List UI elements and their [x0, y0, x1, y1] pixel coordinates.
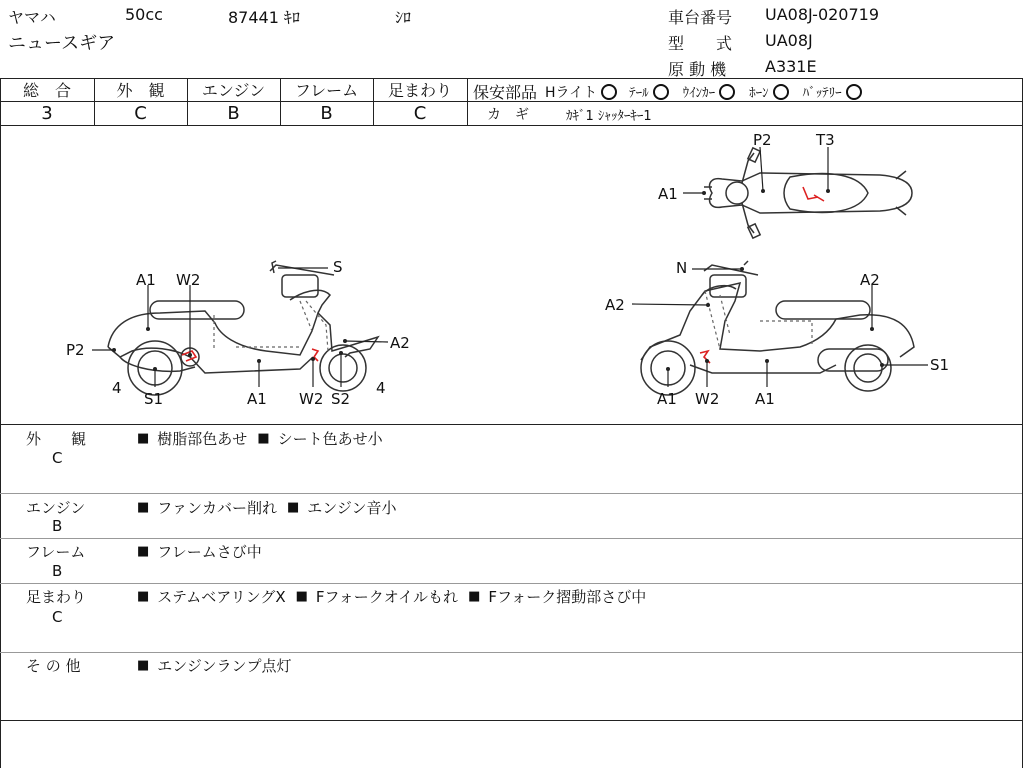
note-frame-grade: B	[52, 562, 63, 580]
note-item: ファンカバー削れ	[157, 499, 277, 517]
bullet-square-icon: ■	[287, 500, 300, 515]
grid-line	[1022, 78, 1023, 768]
label-right-w2: W2	[695, 390, 720, 408]
safety-label: 保安部品	[473, 83, 538, 102]
safety-item-horn: ﾎｰﾝ	[749, 82, 789, 101]
overall-grade: 3	[41, 102, 53, 124]
note-item: Fフォークオイルもれ	[315, 588, 459, 606]
safety-item-headlight: Hライト	[545, 82, 617, 102]
row-divider	[0, 583, 1022, 584]
note-engine-label: エンジン	[26, 499, 86, 517]
label-left-s: S	[333, 258, 343, 276]
label-left-a1b: A1	[247, 390, 267, 408]
bullet-square-icon: ■	[137, 500, 150, 515]
note-exterior-label: 外 観	[26, 430, 87, 448]
engine-label: 原 動 機	[668, 60, 727, 79]
suspension-grade: C	[413, 102, 427, 124]
body-color: ｼﾛ	[395, 8, 412, 27]
note-item: ステムベアリングX	[157, 588, 286, 606]
note-item: 樹脂部色あせ	[157, 430, 248, 448]
frame-grade: B	[320, 102, 333, 124]
frame-no: UA08J-020719	[765, 5, 880, 24]
note-engine-grade: B	[52, 517, 63, 535]
label-right-n: N	[676, 259, 688, 277]
row-divider	[0, 652, 1022, 653]
grid-line	[0, 424, 1022, 425]
damage-diagram	[0, 125, 1022, 424]
maker: ヤマハ	[8, 8, 56, 27]
ok-circle-icon	[773, 84, 789, 100]
grid-line	[467, 78, 468, 125]
bullet-square-icon: ■	[137, 431, 150, 446]
label-left-w2b: W2	[299, 390, 324, 408]
ok-circle-icon	[653, 84, 669, 100]
mileage: 87441 ｷﾛ	[228, 8, 300, 27]
label-top-t3: T3	[816, 131, 835, 149]
safety-item-tail: ﾃｰﾙ	[629, 82, 669, 101]
bullet-square-icon: ■	[137, 589, 150, 604]
key-label: カ ギ	[487, 107, 529, 123]
overall-label: 総 合	[22, 81, 71, 100]
ok-circle-icon	[601, 84, 617, 100]
note-item: シート色あせ小	[277, 430, 383, 448]
type-label: 型 式	[668, 34, 733, 53]
engine-value: A331E	[765, 57, 817, 76]
exterior-grade: C	[134, 102, 147, 124]
note-engine-items	[137, 497, 407, 518]
note-suspension-label: 足まわり	[26, 588, 87, 606]
safety-item-winker: ｳｲﾝｶｰ	[683, 82, 736, 101]
label-right-a2: A2	[605, 296, 625, 314]
label-left-4b: 4	[376, 379, 386, 397]
note-item: エンジン音小	[307, 499, 397, 517]
suspension-grade-label: 足まわり	[387, 81, 452, 100]
safety-parts	[473, 80, 862, 103]
note-frame-label: フレーム	[26, 543, 86, 561]
label-left-4a: 4	[112, 379, 122, 397]
ok-circle-icon	[719, 84, 735, 100]
frame-no-label: 車台番号	[668, 8, 733, 27]
bullet-square-icon: ■	[257, 431, 270, 446]
bullet-square-icon: ■	[468, 589, 481, 604]
note-other-label: そ の 他	[26, 657, 81, 675]
displacement: 50cc	[125, 5, 163, 24]
label-top-a1: A1	[658, 185, 678, 203]
note-item: エンジンランプ点灯	[157, 657, 292, 675]
label-right-a1: A1	[657, 390, 677, 408]
bullet-square-icon: ■	[137, 658, 150, 673]
note-item: Fフォーク摺動部さび中	[488, 588, 647, 606]
label-top-p2: P2	[753, 131, 772, 149]
label-left-a2: A2	[390, 334, 410, 352]
label-left-w2: W2	[176, 271, 201, 289]
note-item: フレームさび中	[157, 543, 262, 561]
grid-line	[0, 720, 1022, 721]
row-divider	[0, 538, 1022, 539]
note-exterior-items	[137, 428, 393, 449]
label-left-p2: P2	[66, 341, 85, 359]
note-exterior-grade: C	[52, 449, 63, 467]
bullet-square-icon: ■	[295, 589, 308, 604]
key-value: ｶｷﾞ1 ｼｬｯﾀｰｷｰ1	[566, 109, 652, 124]
label-right-a1b: A1	[755, 390, 775, 408]
label-left-s2: S2	[331, 390, 351, 408]
label-right-a2b: A2	[860, 271, 880, 289]
right-side-scooter	[632, 261, 928, 395]
safety-item-battery: ﾊﾞｯﾃﾘｰ	[803, 82, 862, 101]
engine-grade: B	[227, 102, 240, 124]
label-right-s1: S1	[930, 356, 950, 374]
ok-circle-icon	[846, 84, 862, 100]
note-frame-items	[137, 541, 272, 562]
label-left-s1: S1	[144, 390, 164, 408]
note-suspension-items	[137, 586, 656, 607]
exterior-label: 外 観	[116, 81, 165, 100]
label-left-a1: A1	[136, 271, 156, 289]
engine-grade-label: エンジン	[201, 81, 266, 100]
bullet-square-icon: ■	[137, 544, 150, 559]
frame-grade-label: フレーム	[294, 81, 359, 100]
type-value: UA08J	[765, 31, 813, 50]
row-divider	[0, 493, 1022, 494]
model-name: ニュースギア	[8, 33, 116, 54]
top-view-scooter	[683, 147, 912, 238]
note-suspension-grade: C	[52, 608, 63, 626]
note-other-items	[137, 655, 302, 676]
